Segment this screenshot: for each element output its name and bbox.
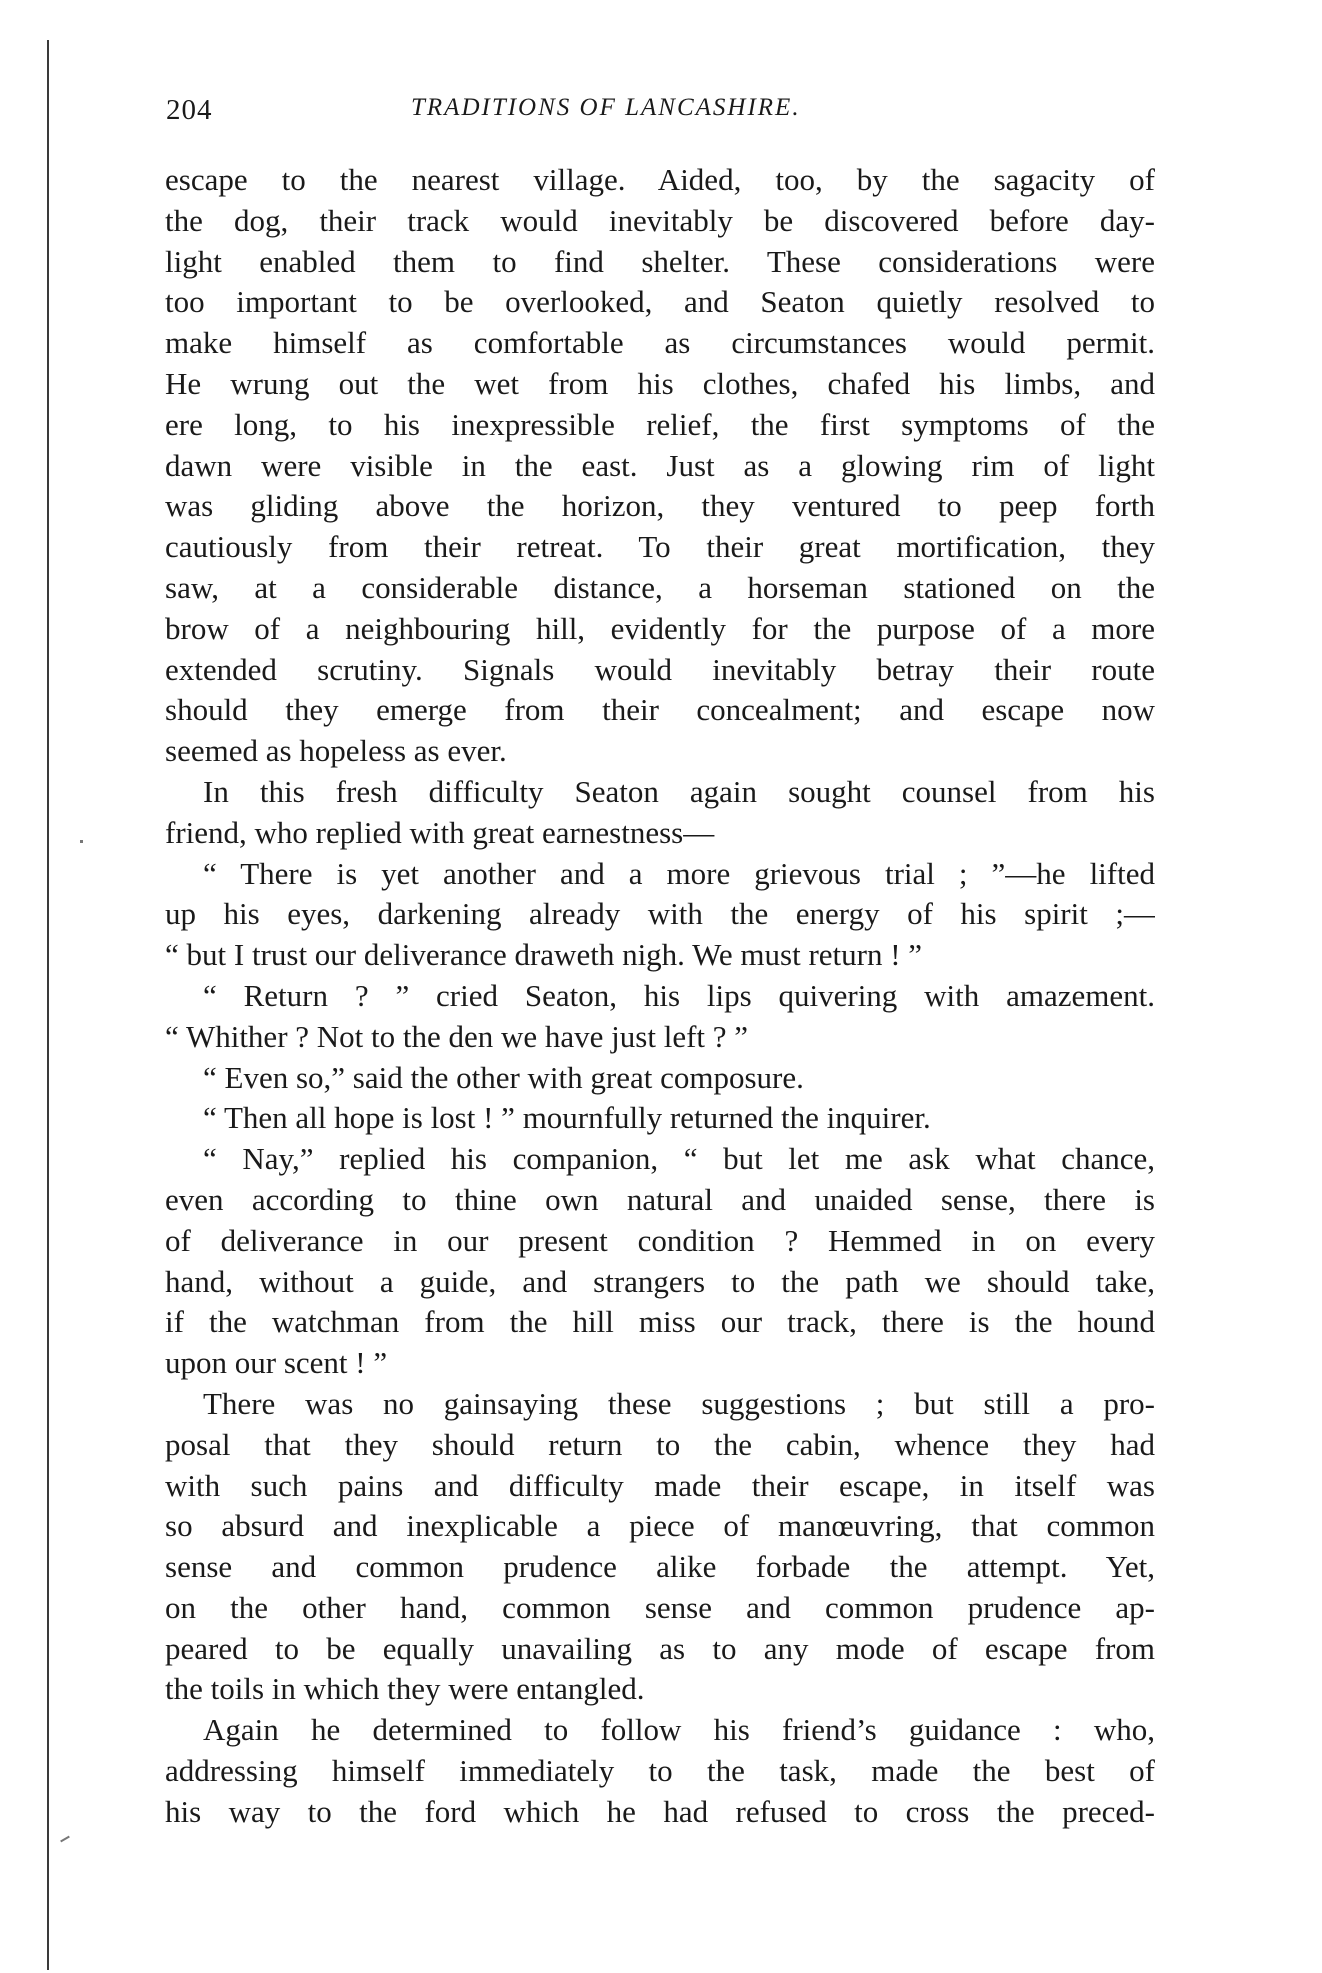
text-line: escape to the nearest village. Aided, too, by the sagacity of — [165, 162, 1155, 197]
text-line: “ Return ? ” cried Seaton, his lips quivering with amazement. — [203, 977, 1155, 1013]
body-text — [165, 160, 1155, 1833]
text-line: saw, at a considerable distance, a horseman stationed on the — [165, 569, 1155, 605]
text-line: “ but I trust our deliverance draweth nigh. We must return ! ” — [165, 937, 923, 973]
page-number: 204 — [166, 94, 213, 126]
text-line: “ There is yet another and a more grievous trial ; ”—he lifted — [203, 855, 1155, 891]
text-line: addressing himself immediately to the task, made the best of — [165, 1753, 1155, 1789]
text-line: cautiously from their retreat. To their great mortification, they — [165, 529, 1155, 565]
text-line: ere long, to his inexpressible relief, the first symptoms of the — [165, 406, 1155, 442]
text-line: upon our scent ! ” — [165, 1345, 388, 1381]
text-line: “ Then all hope is lost ! ” mournfully returned the inquirer. — [203, 1100, 931, 1136]
text-line: sense and common prudence alike forbade the attempt. Yet, — [165, 1549, 1155, 1585]
text-line: the toils in which they were entangled. — [165, 1671, 645, 1707]
text-line: peared to be equally unavailing as to any mode of escape from — [165, 1630, 1155, 1666]
text-line: extended scrutiny. Signals would inevitably betray their route — [165, 651, 1155, 687]
running-head — [166, 94, 1156, 134]
text-line: posal that they should return to the cabin, whence they had — [165, 1426, 1155, 1462]
text-line: hand, without a guide, and strangers to the path we should take, — [165, 1263, 1155, 1299]
text-line: “ Even so,” said the other with great composure. — [203, 1059, 804, 1095]
text-line: There was no gainsaying these suggestions ; but still a pro- — [203, 1385, 1155, 1421]
text-line: on the other hand, common sense and common prudence ap- — [165, 1589, 1155, 1625]
text-line: light enabled them to find shelter. These considerations were — [165, 243, 1155, 279]
text-line: Again he determined to follow his friend’s guidance : who, — [203, 1712, 1155, 1748]
text-line: even according to thine own natural and unaided sense, there is — [165, 1181, 1155, 1217]
text-line: In this fresh difficulty Seaton again sought counsel from his — [203, 773, 1155, 809]
text-line: with such pains and difficulty made their escape, in itself was — [165, 1467, 1155, 1503]
margin-mark — [80, 840, 83, 843]
binding-edge — [47, 40, 49, 1970]
text-line: too important to be overlooked, and Seaton quietly resolved to — [165, 284, 1155, 320]
text-line: the dog, their track would inevitably be discovered before day- — [165, 202, 1155, 238]
running-title: TRADITIONS OF LANCASHIRE. — [411, 94, 801, 121]
text-line: his way to the ford which he had refused to cross the preced- — [165, 1793, 1155, 1829]
text-line: “ Whither ? Not to the den we have just left ? ” — [165, 1018, 749, 1054]
text-line: up his eyes, darkening already with the energy of his spirit ;— — [165, 896, 1155, 932]
text-line: if the watchman from the hill miss our track, there is the hound — [165, 1304, 1155, 1340]
text-line: make himself as comfortable as circumstances would permit. — [165, 325, 1155, 361]
margin-mark — [60, 1836, 70, 1843]
text-line: “ Nay,” replied his companion, “ but let me ask what chance, — [203, 1141, 1155, 1177]
text-line: seemed as hopeless as ever. — [165, 733, 507, 769]
text-line: dawn were visible in the east. Just as a glowing rim of light — [165, 447, 1155, 483]
text-line: friend, who replied with great earnestness— — [165, 814, 715, 850]
text-line: was gliding above the horizon, they ventured to peep forth — [165, 488, 1155, 524]
text-line: He wrung out the wet from his clothes, chafed his limbs, and — [165, 365, 1155, 401]
text-line: so absurd and inexplicable a piece of manœuvring, that common — [165, 1508, 1155, 1544]
text-line: should they emerge from their concealment; and escape now — [165, 692, 1155, 728]
text-line: of deliverance in our present condition ? Hemmed in on every — [165, 1222, 1155, 1258]
text-line: brow of a neighbouring hill, evidently for the purpose of a more — [165, 610, 1155, 646]
